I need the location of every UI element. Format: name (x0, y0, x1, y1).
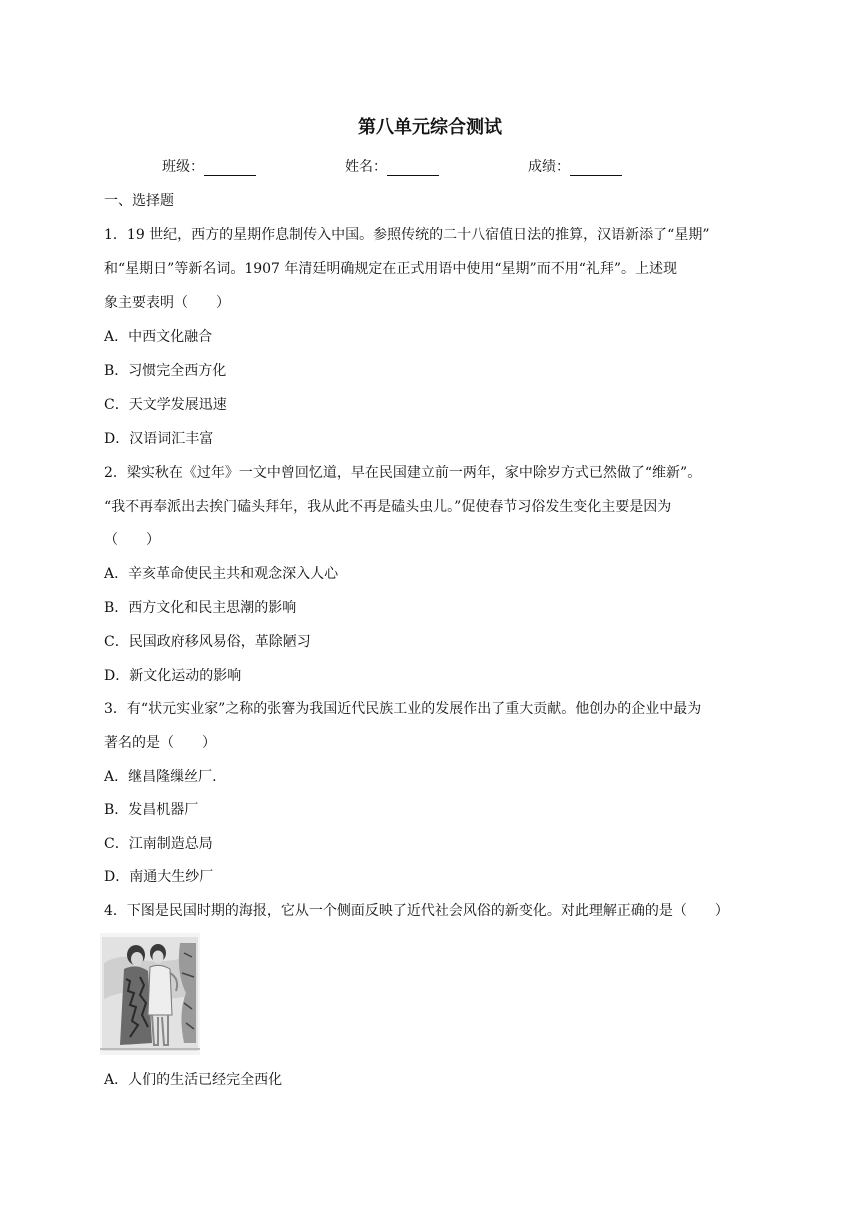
q2-option-b: B．西方文化和民主思潮的影响 (104, 600, 297, 616)
name-blank (387, 161, 439, 176)
page-title: 第八单元综合测试 (358, 117, 502, 138)
q4-option-a: A．人们的生活已经完全西化 (104, 1072, 283, 1088)
q2-line-1: 2．梁实秋在《过年》一文中曾回忆道，早在民国建立前一两年，家中除岁方式已然做了“维新”。 (104, 465, 702, 481)
name-field (345, 156, 439, 176)
section-heading: 一、选择题 (104, 193, 174, 209)
q1-option-b: B．习惯完全西方化 (104, 363, 227, 379)
q2-line-3: （ ） (104, 532, 160, 548)
q1-line-1: 1．19 世纪，西方的星期作息制传入中国。参照传统的二十八宿值日法的推算，汉语新添了“星期” (104, 227, 710, 243)
q1-option-a: A．中西文化融合 (104, 329, 213, 345)
class-label: 班级： (162, 159, 204, 175)
score-field (528, 156, 622, 176)
q1-option-c: C．天文学发展迅速 (104, 397, 227, 413)
q4-line-1: 4．下图是民国时期的海报，它从一个侧面反映了近代社会风俗的新变化。对此理解正确的是（ ） (104, 903, 729, 919)
q3-line-1: 3．有“状元实业家”之称的张謇为我国近代民族工业的发展作出了重大贡献。他创办的企业中最为 (104, 701, 702, 717)
q3-option-a: A．继昌隆缫丝厂. (104, 769, 217, 785)
q1-line-3: 象主要表明（ ） (104, 295, 230, 311)
q2-option-d: D．新文化运动的影响 (104, 668, 242, 684)
q2-option-c: C．民国政府移风易俗，革除陋习 (104, 634, 311, 650)
q1-line-2: 和“星期日”等新名词。1907 年清廷明确规定在正式用语中使用“星期”而不用“礼拜”。上述现 (104, 261, 678, 277)
class-field (162, 156, 256, 176)
class-blank (204, 161, 256, 176)
name-label: 姓名： (345, 159, 387, 175)
q1-option-d: D．汉语词汇丰富 (104, 431, 214, 447)
poster-image (100, 933, 200, 1055)
q2-line-2: “我不再奉派出去挨门磕头拜年，我从此不再是磕头虫儿。”促使春节习俗发生变化主要是因为 (104, 499, 672, 515)
q2-option-a: A．辛亥革命使民主共和观念深入人心 (104, 566, 339, 582)
q3-option-d: D．南通大生纱厂 (104, 869, 214, 885)
score-label: 成绩： (528, 159, 570, 175)
score-blank (570, 161, 622, 176)
q3-option-b: B．发昌机器厂 (104, 802, 199, 818)
q3-line-2: 著名的是（ ） (104, 735, 216, 751)
q3-option-c: C．江南制造总局 (104, 836, 213, 852)
